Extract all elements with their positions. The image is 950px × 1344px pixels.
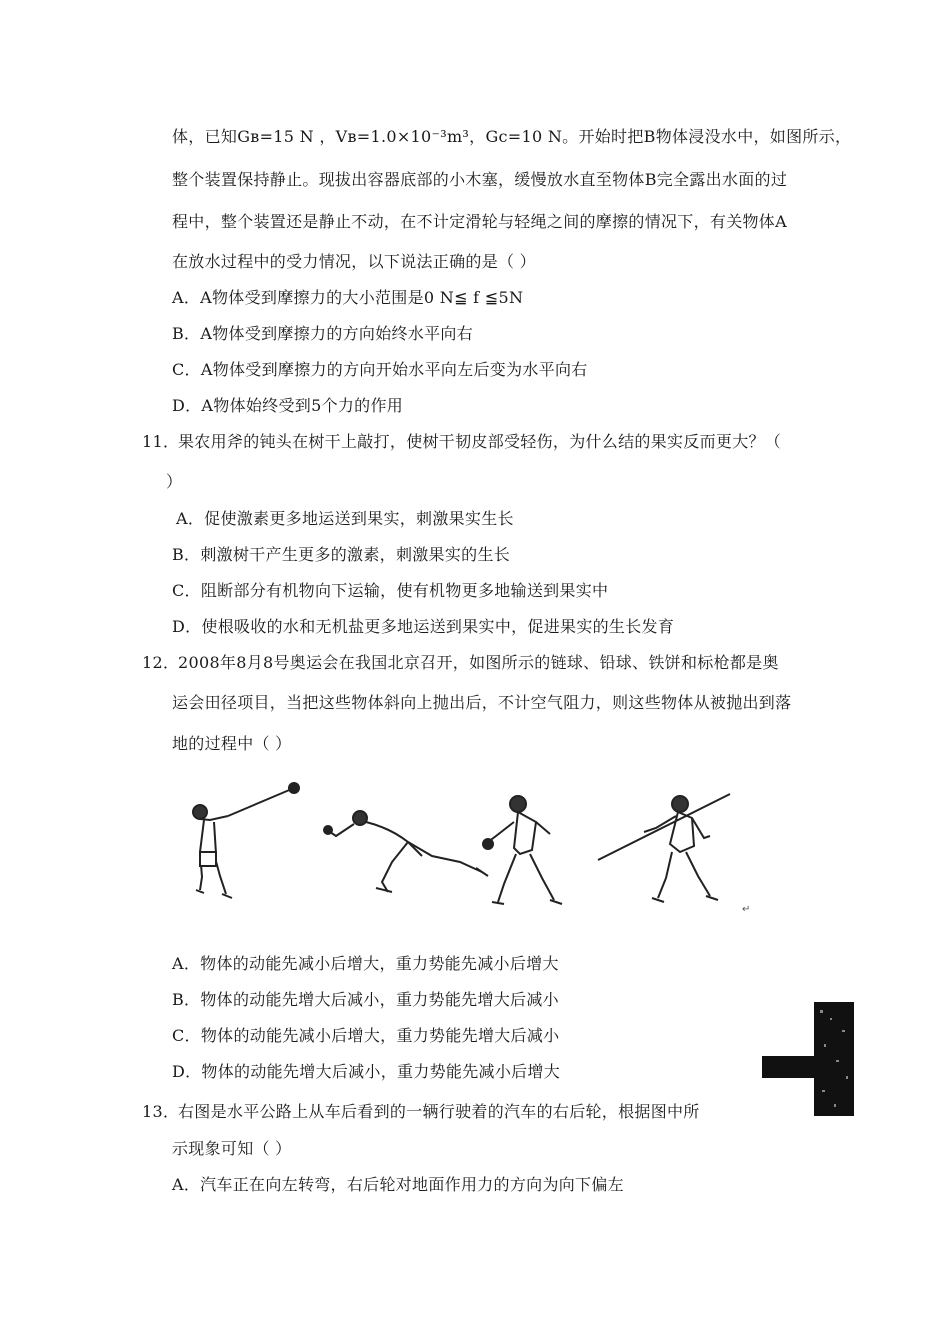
q13-stem-line-2: 示现象可知（ ） [172,1139,292,1158]
q10-stem-line-4: 在放水过程中的受力情况，以下说法正确的是（ ） [172,252,536,271]
q11-option-a: A．促使激素更多地运送到果实，刺激果实生长 [176,509,514,528]
q13-stem-line-1: 右图是水平公路上从车后看到的一辆行驶着的汽车的右后轮，根据图中所 [178,1102,700,1121]
q11-option-d: D．使根吸收的水和无机盐更多地运送到果实中，促进果实的生长发育 [172,617,675,636]
q12-option-a: A．物体的动能先减小后增大，重力势能先减小后增大 [172,954,559,973]
javelin-thrower-figure [598,794,730,902]
hammer-thrower-figure [193,783,299,898]
q12-stem-line-1: 2008年8月8号奥运会在我国北京召开，如图所示的链球、铅球、铁饼和标枪都是奥 [178,653,779,672]
q13-number: 13． [142,1102,180,1121]
q12-stem-line-2: 运会田径项目，当把这些物体斜向上抛出后，不计空气阻力，则这些物体从被抛出到落 [172,693,792,712]
q10-stem-line-2: 整个装置保持静止。现拔出容器底部的小木塞，缓慢放水直至物体B完全露出水面的过 [172,170,788,189]
q10-option-c: C．A物体受到摩擦力的方向开始水平向左后变为水平向右 [172,360,588,379]
q11-stem-line-1: 果农用斧的钝头在树干上敲打，使树干韧皮部受轻伤，为什么结的果实反而更大？（ [178,432,782,451]
q10-option-a: A．A物体受到摩擦力的大小范围是0 N≦ f ≦5N [172,288,524,307]
q12-option-d: D．物体的动能先增大后减小，重力势能先减小后增大 [172,1062,561,1081]
q11-stem-line-2: ） [166,472,183,491]
q11-option-b: B．刺激树干产生更多的激素，刺激果实的生长 [172,545,511,564]
discus-thrower-figure [483,796,562,904]
q11-number: 11． [142,432,180,451]
q10-stem-line-1: 体，已知Gʙ=15 N ，Vʙ=1.0×10⁻³m³，Gc=10 N。开始时把B物体浸没水中，如图所示， [172,127,852,146]
q12-number: 12． [142,653,180,672]
shot-putter-figure [324,811,488,892]
q13-option-a: A．汽车正在向左转弯，右后轮对地面作用力的方向为向下偏左 [172,1175,624,1194]
q10-option-b: B．A物体受到摩擦力的方向始终水平向右 [172,324,474,343]
q12-option-c: C．物体的动能先减小后增大，重力势能先增大后减小 [172,1026,560,1045]
q12-option-b: B．物体的动能先增大后减小，重力势能先增大后减小 [172,990,559,1009]
q12-stem-line-3: 地的过程中（ ） [172,734,292,753]
athletes-illustration [170,772,750,922]
q10-stem-line-3: 程中，整个装置还是静止不动，在不计定滑轮与轻绳之间的摩擦的情况下，有关物体A [172,212,787,231]
q11-option-c: C．阻断部分有机物向下运输，使有机物更多地输送到果实中 [172,581,609,600]
athletes-figure [170,772,750,922]
svg-text:↵: ↵ [742,904,750,915]
q10-option-d: D．A物体始终受到5个力的作用 [172,396,404,415]
